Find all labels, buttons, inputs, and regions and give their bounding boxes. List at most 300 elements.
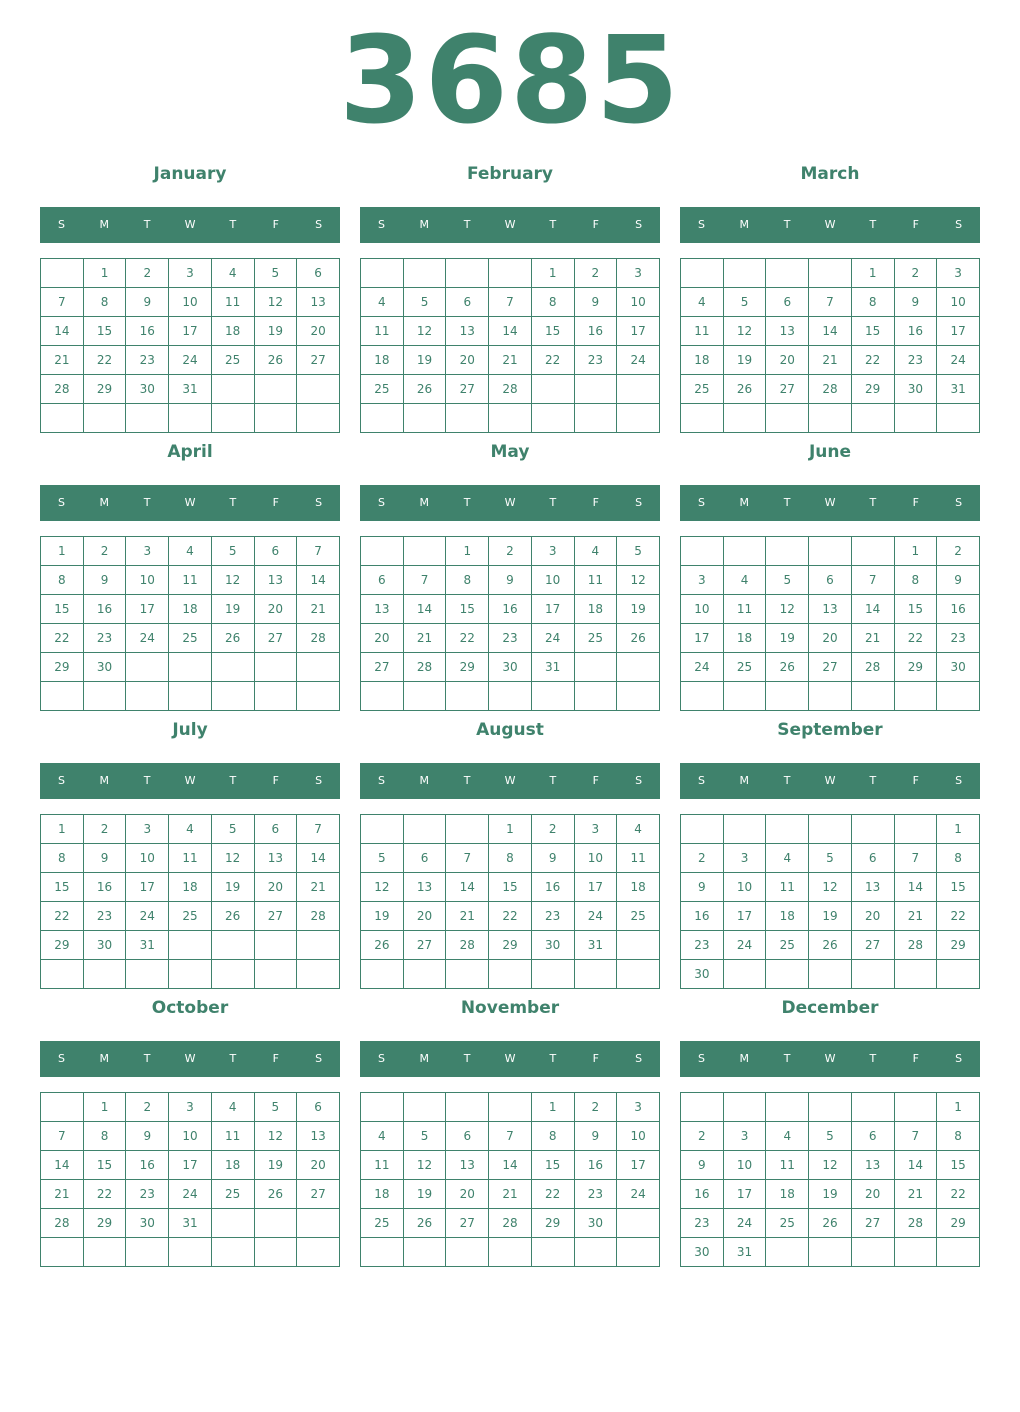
week-row — [41, 566, 340, 595]
weekday-label: S — [57, 1052, 65, 1065]
day-cell — [766, 960, 809, 989]
weekday-label: W — [504, 1052, 516, 1065]
day-cell: 5 — [723, 288, 766, 317]
day-cell — [851, 682, 894, 711]
day-cell: 1 — [41, 815, 84, 844]
day-cell — [211, 1238, 254, 1267]
day-cell: 29 — [894, 653, 937, 682]
day-cell — [254, 931, 297, 960]
day-cell: 11 — [766, 1151, 809, 1180]
week-row — [361, 624, 660, 653]
month-name: September — [777, 720, 883, 740]
day-cell — [446, 404, 489, 433]
day-cell: 9 — [126, 1122, 169, 1151]
day-cell: 4 — [361, 1122, 404, 1151]
day-cell: 26 — [766, 653, 809, 682]
weekday-label: F — [272, 496, 279, 509]
day-cell: 13 — [851, 873, 894, 902]
day-cell: 30 — [126, 1209, 169, 1238]
day-cell: 5 — [766, 566, 809, 595]
week-row — [361, 653, 660, 682]
day-cell: 19 — [723, 346, 766, 375]
day-cell: 1 — [851, 259, 894, 288]
day-cell: 14 — [403, 595, 446, 624]
day-cell: 18 — [169, 595, 212, 624]
week-row — [361, 1180, 660, 1209]
weekday-label: W — [504, 774, 516, 787]
weekday-header — [360, 763, 660, 799]
day-cell — [723, 259, 766, 288]
weekday-label: S — [315, 218, 323, 231]
day-cell: 24 — [169, 1180, 212, 1209]
day-cell — [446, 1093, 489, 1122]
weekday-label: T — [463, 1052, 471, 1065]
day-cell — [41, 682, 84, 711]
day-cell: 2 — [126, 259, 169, 288]
week-row — [41, 1180, 340, 1209]
day-cell: 19 — [766, 624, 809, 653]
day-cell: 21 — [297, 595, 340, 624]
day-cell — [531, 960, 574, 989]
day-cell: 2 — [83, 815, 126, 844]
day-cell: 8 — [937, 1122, 980, 1151]
week-row — [681, 1151, 980, 1180]
day-cell: 26 — [403, 375, 446, 404]
day-cell: 4 — [169, 815, 212, 844]
day-cell: 24 — [681, 653, 724, 682]
day-cell: 24 — [723, 1209, 766, 1238]
day-cell: 30 — [894, 375, 937, 404]
day-cell: 3 — [169, 259, 212, 288]
day-cell — [894, 682, 937, 711]
day-cell: 16 — [937, 595, 980, 624]
day-cell — [169, 931, 212, 960]
day-cell: 21 — [851, 624, 894, 653]
day-cell — [617, 931, 660, 960]
day-cell — [297, 1238, 340, 1267]
day-cell — [851, 1238, 894, 1267]
weekday-header — [360, 1041, 660, 1077]
week-row — [681, 595, 980, 624]
day-cell — [681, 815, 724, 844]
day-cell — [361, 960, 404, 989]
day-cell: 25 — [361, 375, 404, 404]
day-cell: 13 — [766, 317, 809, 346]
day-cell: 11 — [574, 566, 617, 595]
week-row — [681, 960, 980, 989]
day-cell: 28 — [297, 624, 340, 653]
day-grid — [40, 814, 340, 989]
day-cell — [254, 1238, 297, 1267]
day-cell — [254, 375, 297, 404]
day-cell: 3 — [681, 566, 724, 595]
day-cell: 27 — [254, 902, 297, 931]
day-cell — [169, 960, 212, 989]
day-cell — [489, 682, 532, 711]
weekday-label: T — [463, 496, 471, 509]
day-cell: 27 — [403, 931, 446, 960]
weekday-header — [680, 1041, 980, 1077]
weekday-header — [40, 763, 340, 799]
day-cell: 9 — [937, 566, 980, 595]
week-row — [361, 1122, 660, 1151]
month-name: December — [781, 998, 879, 1018]
day-cell: 10 — [937, 288, 980, 317]
day-cell: 11 — [211, 1122, 254, 1151]
day-cell: 7 — [403, 566, 446, 595]
weekday-label: S — [315, 496, 323, 509]
day-cell — [809, 537, 852, 566]
day-cell: 2 — [489, 537, 532, 566]
month-name: January — [153, 164, 227, 184]
day-cell: 6 — [446, 288, 489, 317]
day-cell — [83, 404, 126, 433]
day-cell — [297, 404, 340, 433]
week-row — [681, 1122, 980, 1151]
day-cell — [41, 960, 84, 989]
weekday-label: T — [143, 1052, 151, 1065]
weekday-label: S — [955, 496, 963, 509]
day-cell — [937, 1238, 980, 1267]
week-row — [361, 682, 660, 711]
day-cell: 17 — [574, 873, 617, 902]
day-cell: 13 — [851, 1151, 894, 1180]
week-row — [41, 259, 340, 288]
week-row — [681, 1180, 980, 1209]
day-cell: 20 — [254, 595, 297, 624]
day-cell: 20 — [297, 317, 340, 346]
day-cell: 30 — [489, 653, 532, 682]
day-cell: 19 — [809, 1180, 852, 1209]
day-cell: 11 — [681, 317, 724, 346]
weekday-label: T — [143, 496, 151, 509]
weekday-label: T — [869, 218, 877, 231]
day-cell: 6 — [809, 566, 852, 595]
day-cell — [403, 1238, 446, 1267]
day-cell: 28 — [489, 1209, 532, 1238]
day-cell — [169, 682, 212, 711]
day-cell: 12 — [809, 1151, 852, 1180]
weekday-label: M — [99, 774, 110, 787]
weekday-label: F — [912, 218, 919, 231]
day-cell: 10 — [531, 566, 574, 595]
day-cell: 25 — [211, 346, 254, 375]
week-row — [361, 1238, 660, 1267]
day-cell — [894, 404, 937, 433]
week-row — [361, 375, 660, 404]
day-cell: 3 — [617, 1093, 660, 1122]
day-cell — [617, 1238, 660, 1267]
day-cell — [169, 653, 212, 682]
day-cell — [489, 1238, 532, 1267]
day-cell: 6 — [254, 815, 297, 844]
weekday-label: F — [272, 218, 279, 231]
day-cell: 28 — [446, 931, 489, 960]
day-cell: 22 — [531, 1180, 574, 1209]
day-cell: 22 — [531, 346, 574, 375]
day-cell — [851, 1093, 894, 1122]
week-row — [41, 375, 340, 404]
day-cell: 5 — [361, 844, 404, 873]
day-cell: 9 — [83, 566, 126, 595]
day-cell: 12 — [809, 873, 852, 902]
day-cell — [126, 404, 169, 433]
weekday-label: W — [824, 496, 836, 509]
day-cell: 5 — [809, 844, 852, 873]
day-cell: 14 — [894, 873, 937, 902]
day-cell: 17 — [681, 624, 724, 653]
day-cell — [681, 682, 724, 711]
weekday-label: T — [549, 496, 557, 509]
day-cell — [809, 960, 852, 989]
day-cell: 6 — [766, 288, 809, 317]
week-row — [41, 844, 340, 873]
day-cell — [403, 259, 446, 288]
day-cell: 15 — [446, 595, 489, 624]
day-cell — [169, 1238, 212, 1267]
day-cell: 9 — [681, 1151, 724, 1180]
day-cell: 24 — [617, 1180, 660, 1209]
day-cell: 20 — [809, 624, 852, 653]
day-cell: 21 — [41, 346, 84, 375]
day-cell — [41, 1238, 84, 1267]
day-cell: 20 — [403, 902, 446, 931]
day-cell: 18 — [169, 873, 212, 902]
month-name: June — [808, 442, 852, 462]
week-row — [41, 1151, 340, 1180]
day-cell: 13 — [254, 566, 297, 595]
day-cell: 14 — [489, 317, 532, 346]
weekday-label: S — [697, 1052, 705, 1065]
weekday-label: S — [315, 774, 323, 787]
day-cell: 12 — [361, 873, 404, 902]
day-cell — [809, 682, 852, 711]
day-cell — [41, 259, 84, 288]
day-cell: 19 — [809, 902, 852, 931]
day-cell: 10 — [681, 595, 724, 624]
day-cell: 1 — [531, 259, 574, 288]
weekday-label: T — [229, 774, 237, 787]
day-cell: 26 — [723, 375, 766, 404]
weekday-label: M — [739, 1052, 750, 1065]
day-cell: 23 — [681, 1209, 724, 1238]
day-cell: 24 — [126, 902, 169, 931]
weekday-header — [680, 485, 980, 521]
day-cell: 4 — [169, 537, 212, 566]
day-cell: 8 — [83, 1122, 126, 1151]
day-cell — [937, 404, 980, 433]
month-name: July — [172, 720, 208, 740]
week-row — [681, 1209, 980, 1238]
day-cell — [531, 1238, 574, 1267]
weekday-label: S — [697, 496, 705, 509]
week-row — [41, 288, 340, 317]
weekday-label: W — [184, 496, 196, 509]
day-cell: 10 — [126, 566, 169, 595]
weekday-label: M — [99, 218, 110, 231]
day-cell: 14 — [297, 844, 340, 873]
day-cell: 15 — [489, 873, 532, 902]
day-cell: 27 — [809, 653, 852, 682]
weekday-label: T — [869, 774, 877, 787]
day-cell: 4 — [723, 566, 766, 595]
day-cell: 11 — [361, 317, 404, 346]
weekday-label: W — [184, 774, 196, 787]
weekday-label: F — [912, 1052, 919, 1065]
day-cell: 30 — [531, 931, 574, 960]
weekday-label: T — [463, 774, 471, 787]
day-cell: 13 — [809, 595, 852, 624]
day-cell: 29 — [937, 931, 980, 960]
day-cell: 25 — [574, 624, 617, 653]
weekday-label: S — [635, 496, 643, 509]
day-cell: 8 — [937, 844, 980, 873]
week-row — [681, 346, 980, 375]
day-cell: 3 — [169, 1093, 212, 1122]
day-cell: 11 — [211, 288, 254, 317]
day-cell: 14 — [41, 1151, 84, 1180]
day-cell: 16 — [126, 1151, 169, 1180]
weekday-label: T — [549, 774, 557, 787]
weekday-label: M — [419, 774, 430, 787]
week-row — [681, 653, 980, 682]
day-cell: 25 — [169, 902, 212, 931]
week-row — [41, 902, 340, 931]
day-cell: 10 — [617, 1122, 660, 1151]
day-cell: 21 — [809, 346, 852, 375]
day-cell: 4 — [681, 288, 724, 317]
week-row — [41, 931, 340, 960]
day-cell: 19 — [361, 902, 404, 931]
weekday-label: M — [419, 1052, 430, 1065]
day-cell: 28 — [41, 1209, 84, 1238]
weekday-label: S — [635, 1052, 643, 1065]
week-row — [361, 1093, 660, 1122]
day-cell: 31 — [937, 375, 980, 404]
day-cell: 16 — [574, 317, 617, 346]
weekday-label: M — [739, 218, 750, 231]
day-cell — [211, 1209, 254, 1238]
day-cell — [617, 682, 660, 711]
day-cell — [126, 682, 169, 711]
weekday-label: T — [229, 496, 237, 509]
day-cell: 3 — [617, 259, 660, 288]
day-cell: 19 — [403, 1180, 446, 1209]
weekday-label: T — [229, 1052, 237, 1065]
day-cell: 2 — [681, 844, 724, 873]
day-cell: 29 — [41, 653, 84, 682]
day-cell: 13 — [403, 873, 446, 902]
day-cell: 31 — [531, 653, 574, 682]
day-cell: 20 — [361, 624, 404, 653]
day-cell: 5 — [254, 259, 297, 288]
day-cell: 17 — [723, 1180, 766, 1209]
day-cell — [126, 653, 169, 682]
day-cell: 19 — [211, 595, 254, 624]
weekday-label: T — [783, 1052, 791, 1065]
week-row — [361, 1151, 660, 1180]
day-cell: 23 — [489, 624, 532, 653]
week-row — [361, 259, 660, 288]
day-cell: 29 — [851, 375, 894, 404]
day-cell: 18 — [617, 873, 660, 902]
day-cell: 4 — [574, 537, 617, 566]
day-cell — [574, 375, 617, 404]
day-cell — [531, 682, 574, 711]
day-cell: 31 — [169, 375, 212, 404]
week-row — [681, 404, 980, 433]
weekday-header — [40, 485, 340, 521]
weekday-label: T — [143, 774, 151, 787]
day-cell: 11 — [617, 844, 660, 873]
day-cell: 16 — [489, 595, 532, 624]
day-cell — [446, 259, 489, 288]
day-cell — [681, 404, 724, 433]
day-cell: 12 — [766, 595, 809, 624]
day-cell: 30 — [681, 960, 724, 989]
weekday-header — [360, 207, 660, 243]
day-cell: 7 — [894, 844, 937, 873]
day-cell: 6 — [254, 537, 297, 566]
day-cell: 28 — [894, 1209, 937, 1238]
day-grid — [360, 258, 660, 433]
weekday-label: M — [739, 774, 750, 787]
weekday-label: T — [783, 218, 791, 231]
day-cell: 25 — [723, 653, 766, 682]
day-cell: 11 — [766, 873, 809, 902]
day-cell: 28 — [489, 375, 532, 404]
day-cell: 25 — [169, 624, 212, 653]
day-cell: 26 — [403, 1209, 446, 1238]
day-cell: 13 — [297, 288, 340, 317]
day-cell — [617, 1209, 660, 1238]
day-cell: 24 — [617, 346, 660, 375]
weekday-label: T — [783, 496, 791, 509]
week-row — [681, 566, 980, 595]
day-cell — [211, 375, 254, 404]
day-cell: 3 — [723, 1122, 766, 1151]
weekday-label: F — [912, 496, 919, 509]
day-cell: 2 — [574, 1093, 617, 1122]
day-cell: 9 — [126, 288, 169, 317]
week-row — [361, 537, 660, 566]
day-cell: 8 — [894, 566, 937, 595]
week-row — [681, 682, 980, 711]
day-cell: 6 — [361, 566, 404, 595]
day-cell: 28 — [297, 902, 340, 931]
weekday-label: F — [272, 1052, 279, 1065]
day-cell: 21 — [297, 873, 340, 902]
weekday-label: F — [592, 774, 599, 787]
week-row — [41, 595, 340, 624]
day-cell: 6 — [297, 259, 340, 288]
day-cell: 24 — [574, 902, 617, 931]
weekday-label: M — [419, 218, 430, 231]
day-cell: 12 — [617, 566, 660, 595]
day-cell: 29 — [446, 653, 489, 682]
day-cell: 4 — [617, 815, 660, 844]
day-cell: 7 — [809, 288, 852, 317]
day-cell: 9 — [574, 1122, 617, 1151]
day-cell: 7 — [489, 288, 532, 317]
day-cell: 27 — [297, 1180, 340, 1209]
week-row — [681, 873, 980, 902]
day-cell: 20 — [254, 873, 297, 902]
day-cell: 1 — [446, 537, 489, 566]
day-cell — [361, 537, 404, 566]
week-row — [41, 404, 340, 433]
day-cell: 22 — [894, 624, 937, 653]
